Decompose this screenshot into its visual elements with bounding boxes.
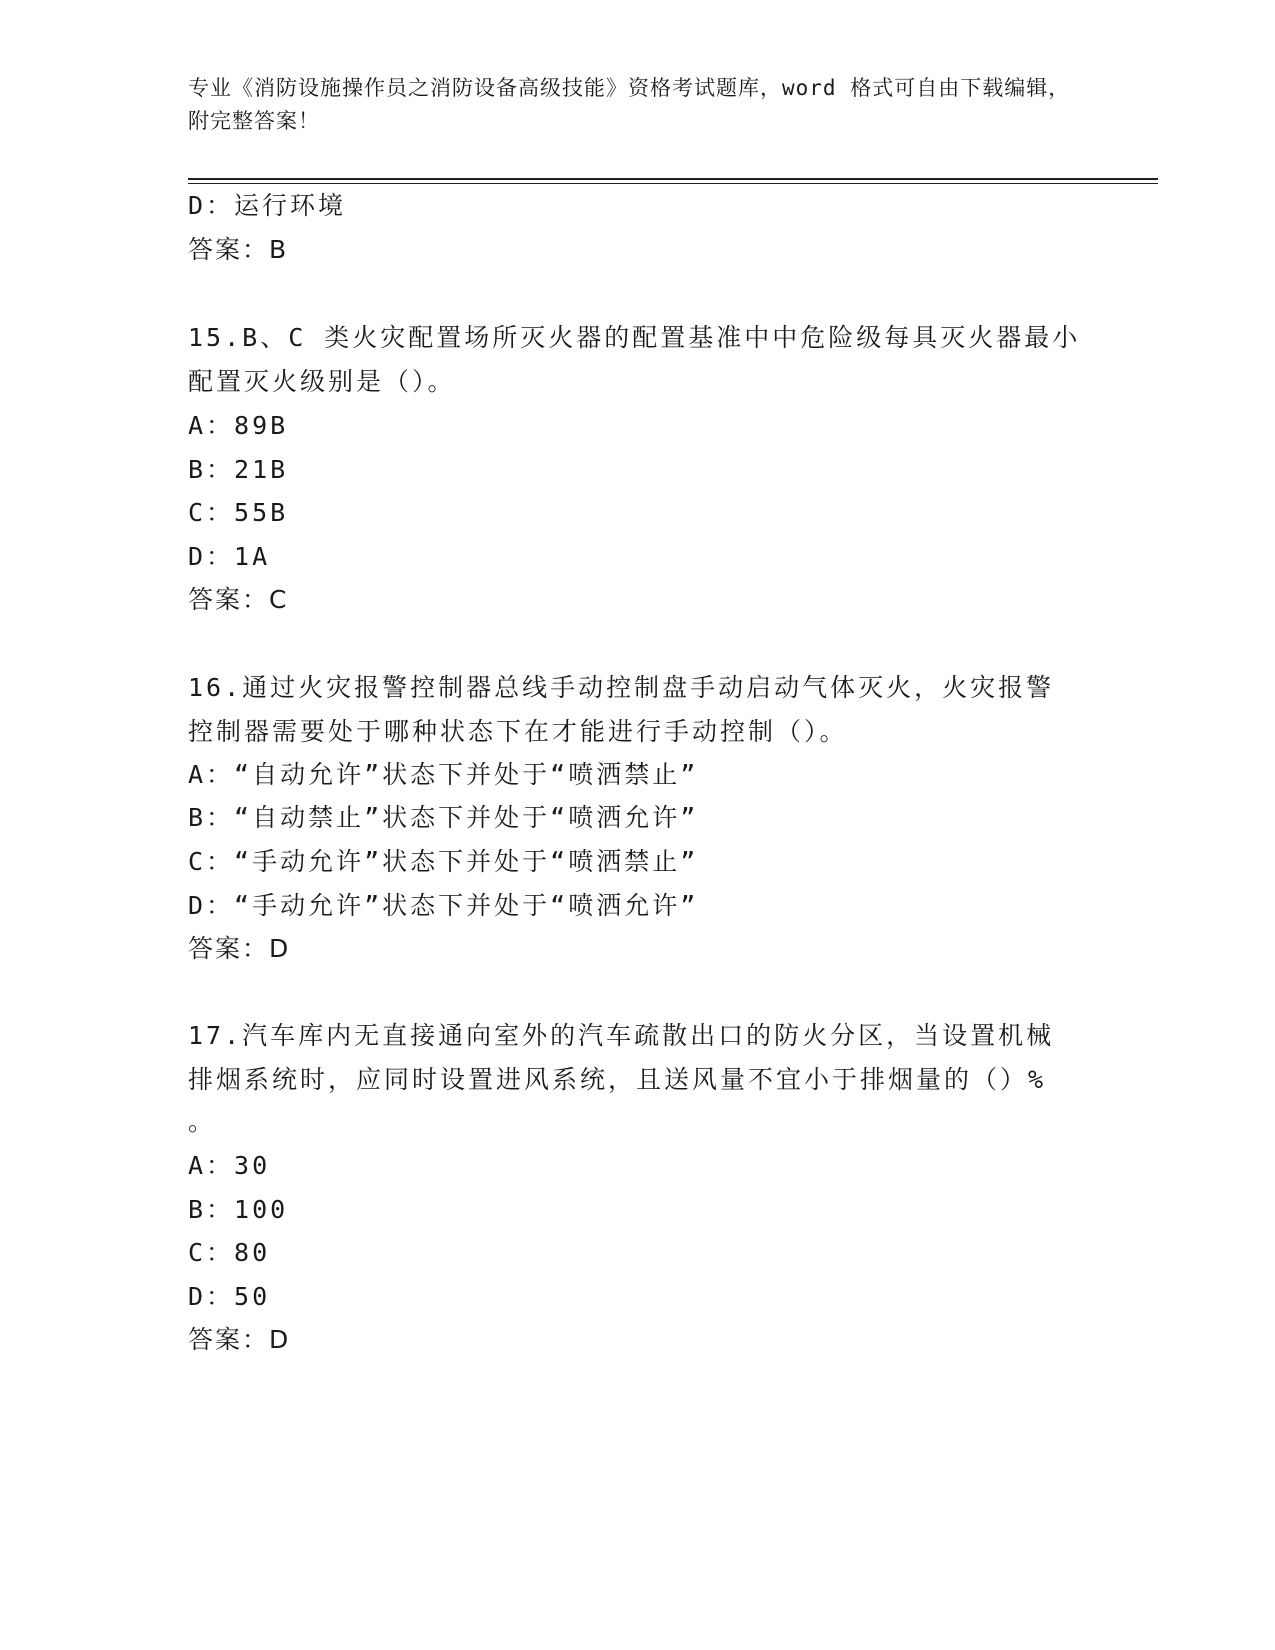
header-rule-thin bbox=[188, 183, 1158, 184]
q16-option-c: C：“手动允许”状态下并处于“喷洒禁止” bbox=[188, 847, 699, 876]
q15-stem-line2: 配置灭火级别是（）。 bbox=[188, 367, 456, 396]
q17-stem-line2: 排烟系统时，应同时设置进风系统，且送风量不宜小于排烟量的（）% bbox=[188, 1065, 1047, 1094]
q15-option-b: B：21B bbox=[188, 455, 289, 484]
prev-answer: 答案：B bbox=[188, 235, 289, 264]
document-header: 专业《消防设施操作员之消防设备高级技能》资格考试题库，word 格式可自由下载编辑，附完整答案！ bbox=[188, 76, 1071, 133]
q15-stem-line1: 15.B、C 类火灾配置场所灭火器的配置基准中中危险级每具灭火器最小 bbox=[188, 323, 1081, 352]
q16-option-a: A：“自动允许”状态下并处于“喷洒禁止” bbox=[188, 760, 699, 789]
q15-option-d: D：1A bbox=[188, 542, 271, 571]
q17-option-d: D：50 bbox=[188, 1282, 271, 1311]
q17-option-c: C：80 bbox=[188, 1238, 271, 1267]
q16-answer: 答案：D bbox=[188, 934, 291, 963]
q15-option-a: A：89B bbox=[188, 411, 289, 440]
q17-stem-line3: 。 bbox=[188, 1107, 217, 1136]
header-rule-thick bbox=[188, 178, 1158, 180]
q17-option-b: B：100 bbox=[188, 1195, 289, 1224]
q15-option-c: C：55B bbox=[188, 498, 289, 527]
q16-stem-line2: 控制器需要处于哪种状态下在才能进行手动控制（）。 bbox=[188, 717, 848, 746]
q16-option-b: B：“自动禁止”状态下并处于“喷洒允许” bbox=[188, 803, 699, 832]
q17-answer: 答案：D bbox=[188, 1325, 291, 1354]
q17-option-a: A：30 bbox=[188, 1151, 271, 1180]
prev-option-d: D：运行环境 bbox=[188, 191, 347, 220]
q15-answer: 答案：C bbox=[188, 585, 289, 614]
q16-stem-line1: 16.通过火灾报警控制器总线手动控制盘手动启动气体灭火，火灾报警 bbox=[188, 673, 1055, 702]
q16-option-d: D：“手动允许”状态下并处于“喷洒允许” bbox=[188, 891, 699, 920]
q17-stem-line1: 17.汽车库内无直接通向室外的汽车疏散出口的防火分区，当设置机械 bbox=[188, 1021, 1055, 1050]
